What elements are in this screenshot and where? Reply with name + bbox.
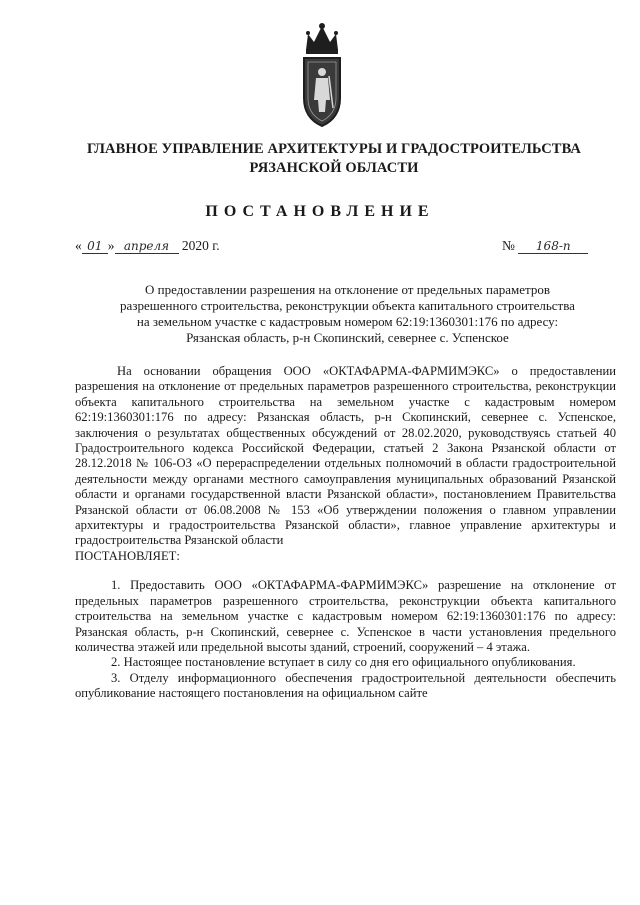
document-title: ПОСТАНОВЛЕНИЕ	[205, 203, 435, 220]
organization-region: РЯЗАНСКОЙ ОБЛАСТИ	[249, 160, 419, 176]
date-open-quote: «	[75, 238, 82, 253]
document-body	[75, 364, 616, 702]
date-day: 01	[82, 239, 108, 254]
subject-line: О предоставлении разрешения на отклонение от предельных параметров	[145, 282, 550, 297]
organization-name: ГЛАВНОЕ УПРАВЛЕНИЕ АРХИТЕКТУРЫ И ГРАДОСТРОИТЕЛЬСТВА	[86, 141, 582, 157]
organization-header	[40, 140, 628, 178]
item-2-paragraph: 2. Настоящее постановление вступает в силу со дня его официального опубликования.	[111, 655, 576, 670]
item-1-paragraph: 1. Предоставить ООО «ОКТАФАРМА-ФАРМИМЭКС» разрешение на отклонение от предельных параметров разрешенного строительства, реконструкции объекта капитального строительства на земельном участке с кадастровым номером 62:19:1360301:176 по адресу: Рязанская область, р-н Скопинский, севернее с. Успенское в части установления предельного количества этажей или предельной высоты зданий, строений, сооружений – 4 этажа.	[75, 578, 616, 654]
subject-line: на земельном участке с кадастровым номером 62:19:1360301:176 по адресу:	[136, 314, 559, 329]
subject-line: Рязанская область, р-н Скопинский, севернее с. Успенское	[186, 330, 509, 345]
document-number	[502, 238, 588, 254]
decree-word: ПОСТАНОВЛЯЕТ:	[75, 548, 180, 563]
number-value: 168-п	[518, 239, 588, 254]
number-label: №	[502, 238, 515, 253]
document-subject	[75, 282, 620, 346]
item-3-paragraph: 3. Отделу информационного обеспечения градостроительной деятельности обеспечить опубликование настоящего постановления на официальном сайте	[75, 670, 616, 701]
date-year: 2020 г.	[181, 238, 220, 253]
date-month: апреля	[115, 239, 179, 254]
coat-of-arms-icon	[298, 20, 346, 132]
document-date	[75, 238, 220, 254]
date-close-quote: »	[107, 238, 115, 253]
intro-paragraph: На основании обращения ООО «ОКТАФАРМА-ФАРМИМЭКС» о предоставлении разрешения на отклонение от предельных параметров разрешенного строительства, реконструкции объекта капитального строительства на земельном участке с кадастровым номером 62:19:1360301:176 по адресу: Рязанская область, р-н Скопинский, севернее с. Успенское, заключения о результатах общественных обсуждений от 28.02.2020, руководствуясь статьей 40 Градостроительного кодекса Российской Федерации, статьей 2 Закона Рязанской области от 28.12.2018 № 106-ОЗ «О перераспределении отдельных полномочий в области градостроительной деятельности между органами местного самоуправления муниципальных образований Рязанской области и органами государственной власти Рязанской области», постановлением Правительства Рязанской области от 06.08.2008 № 153 «Об утверждении положения о главном управлении архитектуры и градостроительства Рязанской области», главное управление архитектуры и градостроительства Рязанской области	[75, 364, 616, 548]
subject-line: разрешенного строительства, реконструкции объекта капитального строительства	[120, 298, 575, 313]
